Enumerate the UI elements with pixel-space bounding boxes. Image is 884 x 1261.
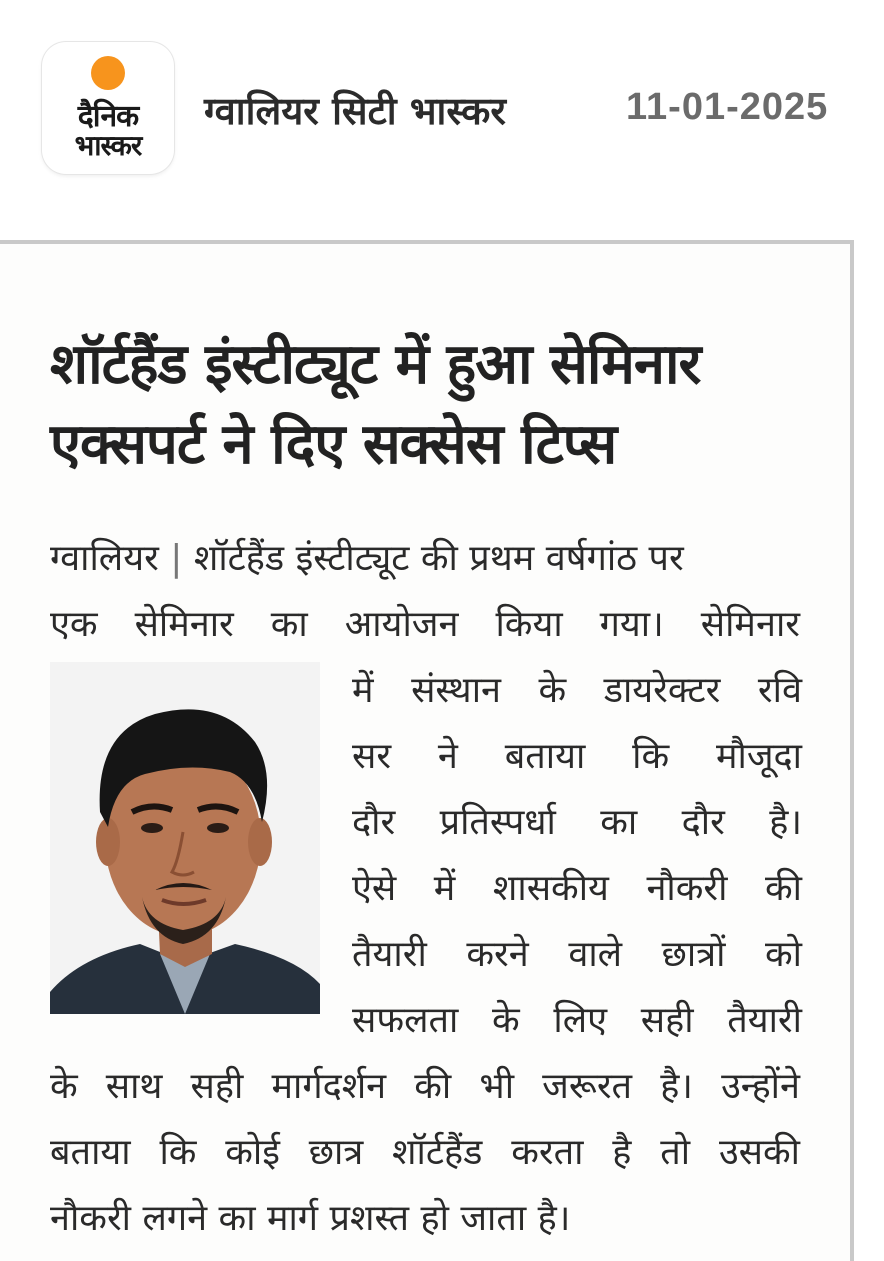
body-text: शॉर्टहैंड इंस्टीट्यूट की प्रथम वर्षगांठ पर <box>193 538 684 579</box>
body-line-4: सर ने बताया कि मौजूदा <box>352 736 802 777</box>
body-line-8: सफलता के लिए सही तैयारी <box>352 1000 802 1041</box>
body-line-6: ऐसे में शासकीय नौकरी की <box>352 868 802 909</box>
dateline: ग्वालियर <box>50 538 159 579</box>
body-line-7: तैयारी करने वाले छात्रों को <box>352 934 802 975</box>
director-photo <box>50 662 320 1014</box>
body-line-10: बताया कि कोई छात्र शॉर्टहैंड करता है तो उसकी <box>50 1132 800 1173</box>
body-line-9: के साथ सही मार्गदर्शन की भी जरूरत है। उन्होंने <box>50 1066 800 1107</box>
news-clipping <box>0 240 854 1261</box>
edition-title: ग्वालियर सिटी भास्कर <box>204 89 506 133</box>
dainik-bhaskar-logo[interactable] <box>42 42 174 174</box>
body-line-3: में संस्थान के डायरेक्टर रवि <box>352 670 802 711</box>
body-line-2: एक सेमिनार का आयोजन किया गया। सेमिनार <box>50 604 800 645</box>
dateline-separator: | <box>170 538 183 579</box>
person-portrait-image <box>50 662 320 1014</box>
headline-line-2: एक्सपर्ट ने दिए सक्सेस टिप्स <box>50 412 617 477</box>
headline-line-1: शॉर्टहैंड इंस्टीट्यूट में हुआ सेमिनार <box>50 332 701 397</box>
edition-date: 11-01-2025 <box>626 86 829 128</box>
logo-text-line1: दैनिक <box>77 99 139 134</box>
body-line-1 <box>50 532 800 581</box>
body-line-11: नौकरी लगने का मार्ग प्रशस्त हो जाता है। <box>50 1198 571 1239</box>
body-line-5: दौर प्रतिस्पर्धा का दौर है। <box>352 802 802 843</box>
logo-text-line2: भास्कर <box>74 129 142 162</box>
logo-sun-icon <box>91 56 125 90</box>
